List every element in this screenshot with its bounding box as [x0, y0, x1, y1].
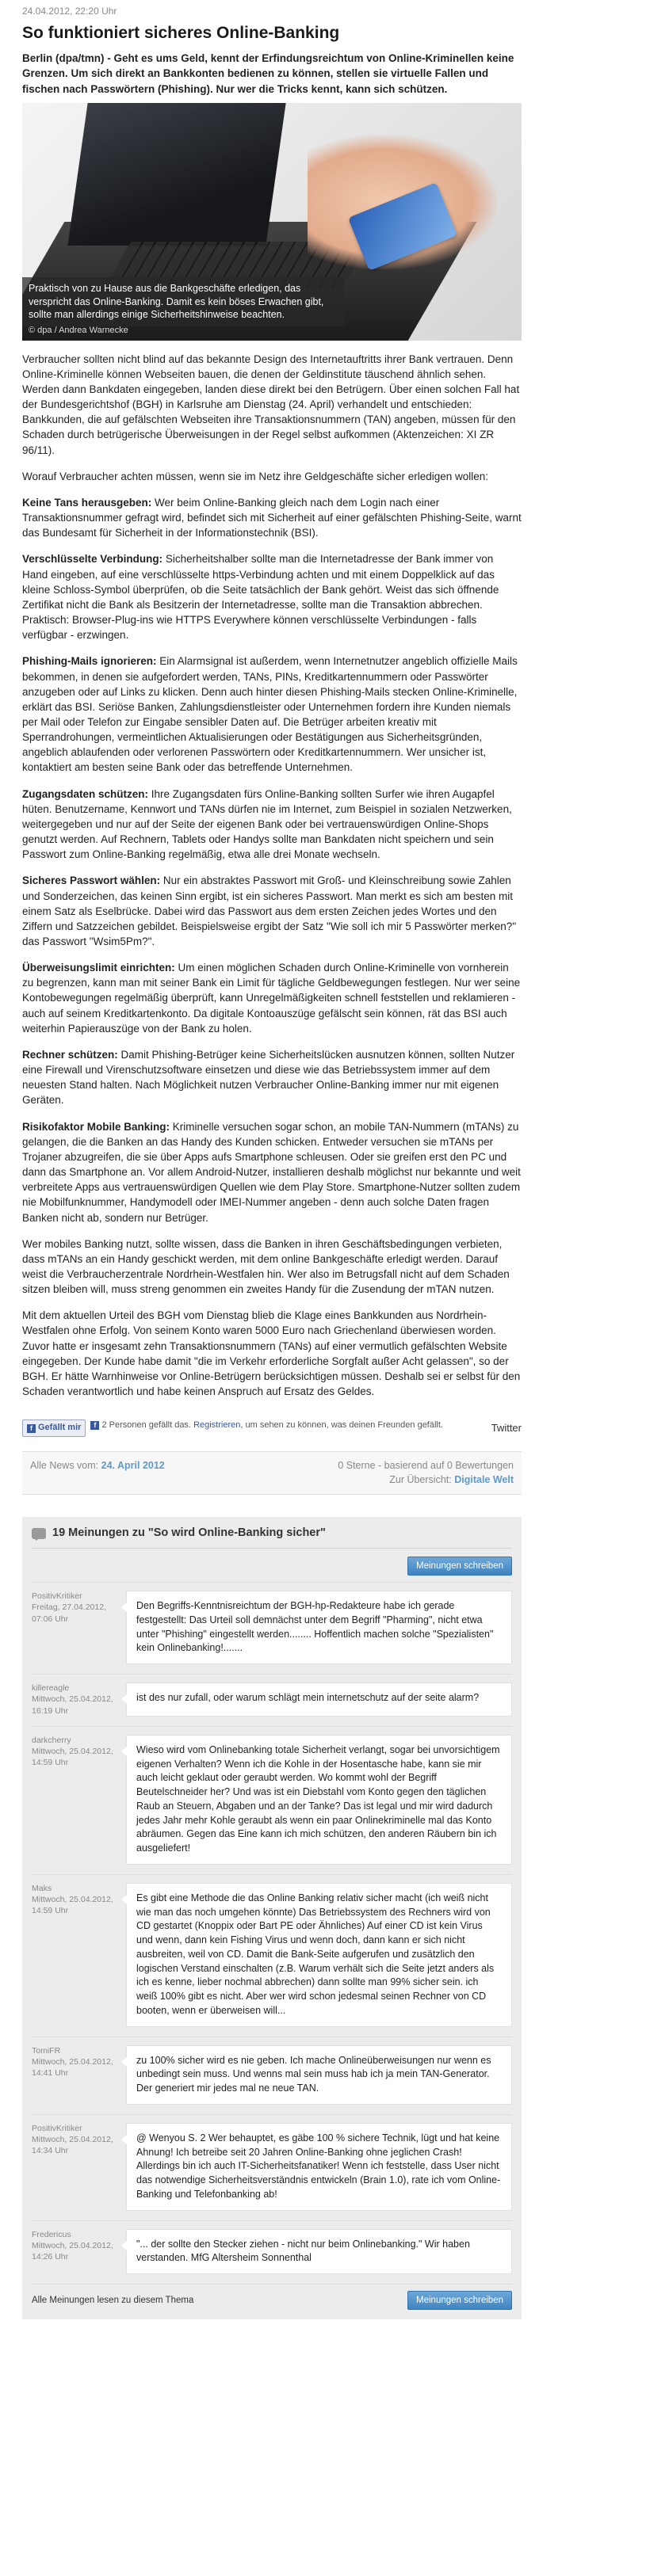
- article-lead: Berlin (dpa/tmn) - Geht es ums Geld, kennt der Erfindungsreichtum von Online-Kriminellen keine Grenzen. Um sich direkt an Bankkonten bedienen zu können, stellen sie virtuelle Fallen und fischen nach Passwörtern (Phishing). Nur wer die Tricks kennt, kann sich schützen.: [22, 52, 514, 95]
- section-secure-password: [22, 873, 522, 949]
- news-prefix: Alle News vom:: [30, 1459, 99, 1471]
- comment-author[interactable]: PositivKritiker: [32, 1591, 82, 1602]
- comment-date: Mittwoch, 25.04.2012, 14:26 Uhr: [32, 2240, 113, 2262]
- section-encrypted-connection: [22, 551, 522, 642]
- comments-footer: [32, 2284, 512, 2310]
- speech-bubble-icon: [32, 1528, 46, 1539]
- comment-author[interactable]: Fredericus: [32, 2229, 71, 2239]
- section-heading: Risikofaktor Mobile Banking:: [22, 1120, 170, 1133]
- section-text: Sicherheitshalber sollte man die Internetadresse der Bank immer von Hand eingeben, auf eine verschlüsselte https-Verbindung achten und mit einem Doppelklick auf das kleine Schloss-Symbol überprüfen, ob die Seite tatsächlich der Bank gehört. Weist das sich öffnende Zertifikat nicht die Bank als Besitzerin der Internetadresse, sollte man die Transaktion abbrechen. Praktisch: Browser-Plug-ins wie HTTPS Everywhere können verschlüsselte Verbindungen - falls verfügbar - erzwingen.: [22, 553, 499, 642]
- section-heading: Rechner schützen:: [22, 1048, 118, 1061]
- fb-count-text: 2 Personen gefällt das.: [101, 1420, 191, 1431]
- comment-text: Es gibt eine Methode die das Online Banking relativ sicher macht (ich weiß nicht wie man das noch umgehen könnte) Das Betriebssystem des Rechners wird von CD gestartet (Knoppix oder Bart PE oder Ähnliches) Auf einer CD ist kein Virus und wenn, dann kein Fishing Virus und wenn doch, dann kann er sich nicht ausbreiten, weil von CD. Damit die Bank-Seite aufgerufen und zusätzlich den logischen Verstand einschalten (z.B. Warum verhält sich die Seite jetzt anders als ich es kenne, lieber nochmal abbrechen) dann sollte man 99% sicher sein. ich weiß 100% gibt es nicht. Aber wer wird schon jedesmal seinen Rechner von CD booten, wenn er überweisen will...: [126, 1883, 512, 2027]
- section-protect-credentials: [22, 787, 522, 863]
- article-date: 24.04.2012, 22:20 Uhr: [22, 6, 117, 17]
- comment-item: [32, 1582, 512, 1674]
- section-heading: Sicheres Passwort wählen:: [22, 875, 161, 887]
- article-paragraph: Verbraucher sollten nicht blind auf das bekannte Design des Internetauftritts ihrer Bank vertrauen. Denn Online-Kriminelle können Webseiten bauen, die denen der Geldinstitute täuschend ähnlich sehen. Werden dann Bankdaten eingegeben, landen diese direkt bei den Betrügern. Über einen solchen Fall hat der Bundesgerichtshof (BGH) in Karlsruhe am Dienstag (24. April) verhandelt und entschieden: Bankkunden, die auf gefälschten Webseiten ihre Transaktionsnummern (TAN) angeben, müssen für den Schaden durch betrügerische Überweisungen in der Regel selbst aufkommen (Aktenzeichen: XI ZR 96/11).: [22, 352, 520, 456]
- comment-date: Mittwoch, 25.04.2012, 14:34 Uhr: [32, 2134, 113, 2156]
- comment-text: "... der sollte den Stecker ziehen - nicht nur beim Onlinebanking." Wir haben verstanden. MfG Altersheim Sonnenthal: [126, 2229, 512, 2275]
- comment-text: ist des nur zufall, oder warum schlägt mein internetschutz auf der seite alarm?: [126, 1682, 512, 1717]
- write-comment-button[interactable]: Meinungen schreiben: [407, 1557, 512, 1576]
- comments-header: [32, 1525, 512, 1549]
- comment-date: Mittwoch, 25.04.2012, 14:59 Uhr: [32, 1894, 113, 1916]
- section-text: Damit Phishing-Betrüger keine Sicherheitslücken ausnutzen können, sollten Nutzer eine Firewall und Virenschutzsoftware einsetzen und diese wie das Betriebssystem immer auf dem neuesten Stand halten. Nach Möglichkeit nutzen Verbraucher Online-Banking immer nur mit eigenen Geräten.: [22, 1048, 515, 1107]
- twitter-button[interactable]: Twitter: [491, 1421, 522, 1434]
- comment-author[interactable]: Maks: [32, 1883, 52, 1893]
- section-text: Nur ein abstraktes Passwort mit Groß- und Kleinschreibung sowie Zahlen und Sonderzeichen, das keinen Sinn ergibt, ist ein sicheres Passwort. Man merkt es sich am besten mit einem Satz als Eselbrücke. Dabei wird das Passwort aus dem ersten Zeichen jedes Wortes und den Ziffern und Satzzeichen gebildet. Beispielsweise ergibt der Satz "Wie soll ich mir 5 Passwörter merken?" das Passwort "Wsim5Pm?".: [22, 875, 517, 947]
- comment-meta: [32, 1682, 115, 1717]
- comment-meta: [32, 1591, 115, 1664]
- comment-text: zu 100% sicher wird es nie geben. Ich mache Onlineüberweisungen nur wenn es unbedingt sein muss. Und wenns mal sein muss hab ich ja mein TAN-Generator. Der generiert mir jedes mal ne neue TAN.: [126, 2045, 512, 2105]
- fb-suffix-text: , um sehen zu können, was deinen Freunden gefällt.: [240, 1420, 443, 1431]
- section-text: Wer beim Online-Banking gleich nach dem Login nach einer Transaktionsnummer gefragt wird, befindet sich mit Sicherheit auf einer gefälschten Phishing-Seite, warnt das Bundesamt für Sicherheit in der Informationstechnik (BSI).: [22, 496, 522, 539]
- comment-item: [32, 2220, 512, 2284]
- article-image: [22, 103, 522, 341]
- section-phishing-mails: [22, 654, 522, 775]
- comment-date: Freitag, 27.04.2012, 07:06 Uhr: [32, 1602, 106, 1624]
- section-text: Ein Alarmsignal ist außerdem, wenn Internetnutzer angeblich offizielle Mails bekommen, in denen sie aufgefordert werden, TANs, PINs, Kreditkartennummern oder Passwörter anzugeben oder auf Links zu klicken. Denn auch hinter diesen Phishing-Mails stecken Online-Kriminelle, erklärt das BSI. Seriöse Banken, Zahlungsdienstleister oder Unternehmen fordern ihre Kunden niemals per Mail oder Telefon zur Eingabe sensibler Daten auf. Die Betrüger arbeiten kreativ mit Sperrandrohungen, vermeintlichen Aktualisierungen oder Bestätigungen aus Sicherheitsgründen, angeblich ablaufenden oder verlorenen Passwörtern oder Kreditkartennummern. Wer unsicher ist, kontaktiert am besten seine Bank oder das betreffende Unternehmen.: [22, 655, 518, 774]
- facebook-like-button[interactable]: [22, 1419, 86, 1437]
- section-heading: Keine Tans herausgeben:: [22, 496, 152, 509]
- section-heading: Zugangsdaten schützen:: [22, 787, 149, 800]
- article-paragraph: Worauf Verbraucher achten müssen, wenn sie im Netz ihre Geldgeschäfte sicher erledigen wollen:: [22, 470, 489, 482]
- comment-item: [32, 1874, 512, 2037]
- section-heading: Phishing-Mails ignorieren:: [22, 655, 157, 668]
- section-protect-computer: [22, 1047, 522, 1108]
- comment-item: [32, 1674, 512, 1726]
- image-caption: Praktisch von zu Hause aus die Bankgeschäfte erledigen, das verspricht das Online-Banking. Damit es kein böses Erwachen gibt, sollte man allerdings einige Sicherheitshinweise beachten.: [22, 277, 344, 327]
- overview-prefix: Zur Übersicht:: [389, 1473, 452, 1485]
- comment-author[interactable]: PositivKritiker: [32, 2123, 82, 2133]
- facebook-icon: f: [27, 1424, 36, 1433]
- comment-text: @ Wenyou S. 2 Wer behauptet, es gäbe 100 % sichere Technik, lügt und hat keine Ahnung! Ich betreibe seit 20 Jahren Online-Banking ohne jeglichen Crash! Allerdings bin ich auch IT-Sicherheitsfanatiker! Wenn ich feststelle, dass User nicht das notwendige Sicherheitsverständnis entwickeln (Brain 1.0), rate ich vom Online-Banking und Telefonbanking ab!: [126, 2123, 512, 2211]
- section-text: Ihre Zugangsdaten fürs Online-Banking sollten Surfer wie ihren Augapfel hüten. Benutzername, Kennwort und TANs dürfen nie im Internet, zum Beispiel in sozialen Netzwerken, weitergegeben und nur auf der Seite der eigenen Bank oder bei vertrauenswürdigen Online-Shops genutzt werden. Auf Rechnern, Tablets oder Handys sollte man Bankdaten nicht speichern und sein Passwort zum Online-Banking regelmäßig, etwa alle drei Monate wechseln.: [22, 787, 512, 861]
- image-credit: © dpa / Andrea Warnecke: [29, 326, 128, 336]
- section-text: Kriminelle versuchen sogar schon, an mobile TAN-Nummern (mTANs) zu gelangen, die die Banken an das Handy des Kunden schicken. Entweder versuchen sie mTANs per Trojaner abzugreifen, die sie über Apps aufs Smartphone schleusen. Oder sie greifen erst den PC und dann das Smartphone an. Vor allem Android-Nutzer, installieren deshalb möglichst nur bekannte und weit verbreitete Apps aus vertrauenswürdigen Quellen wie dem Play Store. Smartphone-Nutzer sollten zudem nie Mobilfunknummer, Handymodell oder IMEI-Nummer angeben - denn auch solche Daten fragen Banken nicht ab, sondern nur Betrüger.: [22, 1120, 521, 1224]
- laptop-screen: [67, 103, 285, 246]
- comment-meta: [32, 2123, 115, 2211]
- article-title: So funktioniert sicheres Online-Banking: [22, 24, 340, 43]
- article-page: [22, 0, 522, 2319]
- news-date-link[interactable]: 24. April 2012: [101, 1459, 165, 1471]
- comment-item: [32, 2037, 512, 2114]
- overview-line: [338, 1473, 514, 1488]
- comment-date: Mittwoch, 25.04.2012, 14:59 Uhr: [32, 1746, 113, 1768]
- section-text: Um einen möglichen Schaden durch Online-Kriminelle von vornherein zu begrenzen, kann man mit seiner Bank ein Limit für tägliche Geldbewegungen festlegen. Nur wer seine Kontobewegungen regelmäßig überprüft, kann Unregelmäßigkeiten schnell feststellen und reklamieren - auch auf seinem Kreditkartenkonto. Da digitale Kontoauszüge gefälscht sein können, rät das BSI auch weiterhin Papierauszüge von der Bank zu holen.: [22, 962, 521, 1035]
- section-heading: Überweisungslimit einrichten:: [22, 962, 175, 974]
- article-paragraph: Mit dem aktuellen Urteil des BGH vom Dienstag blieb die Klage eines Bankkunden aus Nordrhein-Westfalen ohne Erfolg. Von seinem Konto waren 5000 Euro nach Griechenland überwiesen worden. Zuvor hatte er insgesamt zehn Transaktionsnummern (TANs) auf einer vermutlich gefälschten Website eingegeben. Der Kunde habe damit "die im Verkehr erforderliche Sorgfalt außer Acht gelassen", so der BGH. Er hätte Warnhinweise vor Online-Betrügern berücksichtigen müssen. Deshalb sei er selbst für den Schaden verantwortlich und habe keinen Anspruch auf Ersatz des Geldes.: [22, 1309, 521, 1398]
- overview-link[interactable]: Digitale Welt: [454, 1473, 514, 1485]
- news-rating-block: [338, 1459, 514, 1488]
- rating-text: 0 Sterne - basierend auf 0 Bewertungen: [338, 1459, 514, 1471]
- article-paragraph: Wer mobiles Banking nutzt, sollte wissen, dass die Banken in ihren Geschäftsbedingungen verbieten, dass mTANs an ein Handy geschickt werden, mit dem online Bankgeschäfte erledigt werden. Darauf weist die Verbraucherzentrale Nordrhein-Westfalen hin. Wer also im Betrugsfall nicht auf dem Schaden sitzen bleiben will, muss streng genommen ein zweites Handy für die Zusendung der mTAN nutzen.: [22, 1237, 510, 1296]
- facebook-icon: f: [90, 1421, 99, 1430]
- fb-register-link[interactable]: Registrieren: [193, 1420, 241, 1431]
- comment-author[interactable]: TomiFR: [32, 2045, 61, 2056]
- write-comment-button-bottom[interactable]: Meinungen schreiben: [407, 2291, 512, 2310]
- comment-author[interactable]: darkcherry: [32, 1735, 71, 1745]
- section-mobile-banking: [22, 1119, 522, 1225]
- facebook-box: [22, 1419, 443, 1437]
- comment-meta: [32, 2045, 115, 2105]
- facebook-like-text: [90, 1419, 443, 1431]
- comments-title: 19 Meinungen zu "So wird Online-Banking sicher": [52, 1526, 326, 1540]
- section-heading: Verschlüsselte Verbindung:: [22, 553, 163, 566]
- section-no-tans: [22, 495, 522, 540]
- all-comments-link[interactable]: Alle Meinungen lesen zu diesem Thema: [32, 2296, 194, 2305]
- comment-item: [32, 2114, 512, 2220]
- comment-author[interactable]: killereagle: [32, 1683, 70, 1694]
- news-date: [30, 1459, 165, 1473]
- comment-text: Wieso wird vom Onlinebanking totale Sicherheit verlangt, sogar bei unvorsichtigem eigenen Verhalten? Wenn ich die Kohle in der Hosentasche habe, kann sie mir auch leicht geklaut oder geraubt werden. Wo kommt wohl der Begriff Beutelschneider her? Und was ist ein Diebstahl vom Konto gegen den täglichen Raub an Steuern, Abgaben und an der Tanke? Das ist legal und mir wird dadurch jedes Jahr mehr Kohle geraubt als wenn ein paar Onlinekriminelle mal das Konto abräumen. Gegen das Eine kann ich mich schützen, den anderen Räubern bin ich ausgeliefert!: [126, 1735, 512, 1865]
- news-bar: [22, 1451, 522, 1496]
- comment-date: Mittwoch, 25.04.2012, 14:41 Uhr: [32, 2056, 113, 2078]
- comments-section: [22, 1517, 522, 2319]
- comment-meta: [32, 1883, 115, 2027]
- comment-date: Mittwoch, 25.04.2012, 16:19 Uhr: [32, 1694, 113, 1716]
- comment-meta: [32, 1735, 115, 1865]
- like-label: Gefällt mir: [38, 1423, 82, 1433]
- comment-meta: [32, 2229, 115, 2275]
- comment-text: Den Begriffs-Kenntnisreichtum der BGH-hp-Redakteure habe ich gerade festgestellt: Das Urteil soll demnächst unter dem Begriff "Pharming", nicht etwa unter "Phishing" eingestellt werden........ Hoffentlich machen solche "Spezialisten" kein Onlinebanking!.......: [126, 1591, 512, 1664]
- social-bar: [22, 1419, 522, 1437]
- comment-item: [32, 1726, 512, 1874]
- section-transfer-limit: [22, 960, 522, 1036]
